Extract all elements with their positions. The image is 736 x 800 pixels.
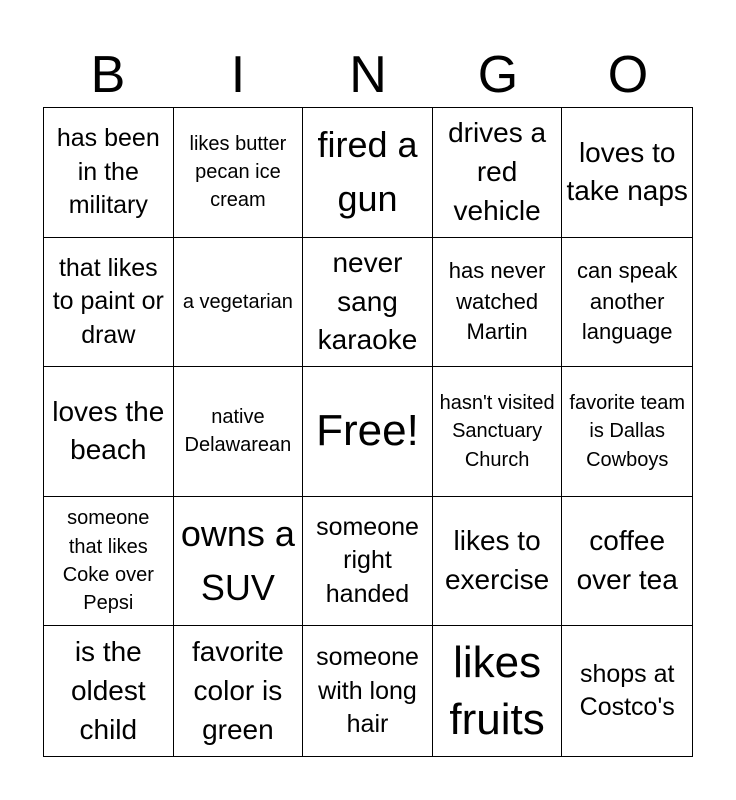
- cell-text: hasn't visited Sanctuary Church: [439, 391, 555, 471]
- cell-text: Free!: [316, 406, 419, 456]
- bingo-cell[interactable]: [562, 367, 692, 497]
- cell-text: coffee over tea: [576, 525, 678, 596]
- free-space-cell[interactable]: [303, 367, 433, 497]
- bingo-cell[interactable]: [433, 497, 563, 627]
- bingo-cell[interactable]: [44, 238, 174, 368]
- bingo-cell[interactable]: [433, 367, 563, 497]
- cell-text: loves to take naps: [566, 136, 688, 207]
- bingo-header: [43, 44, 693, 106]
- cell-text: fired a gun: [317, 124, 418, 220]
- header-letter-i: I: [230, 46, 246, 104]
- bingo-cell[interactable]: [562, 238, 692, 368]
- bingo-cell[interactable]: [562, 626, 692, 756]
- bingo-cell[interactable]: [174, 626, 304, 756]
- cell-text: that likes to paint or draw: [52, 254, 164, 349]
- bingo-cell[interactable]: [174, 238, 304, 368]
- cell-text: someone that likes Coke over Pepsi: [62, 507, 154, 615]
- bingo-cell[interactable]: [303, 626, 433, 756]
- header-letter-o: O: [607, 46, 649, 104]
- header-letter-n: N: [349, 46, 387, 104]
- cell-text: loves the beach: [52, 395, 165, 466]
- cell-text: drives a red vehicle: [448, 117, 547, 226]
- bingo-cell[interactable]: [433, 108, 563, 238]
- bingo-cell[interactable]: [44, 626, 174, 756]
- bingo-cell[interactable]: [303, 238, 433, 368]
- cell-text: is the oldest child: [70, 636, 146, 745]
- bingo-cell[interactable]: [174, 108, 304, 238]
- cell-text: someone right handed: [316, 513, 419, 608]
- bingo-board: [43, 107, 693, 757]
- header-letter-b: B: [90, 46, 126, 104]
- bingo-cell[interactable]: [303, 108, 433, 238]
- cell-text: someone with long hair: [316, 643, 419, 738]
- cell-text: can speak another language: [577, 258, 678, 345]
- cell-text: never sang karaoke: [317, 246, 418, 356]
- header-letter-g: G: [477, 46, 519, 104]
- cell-text: has never watched Martin: [448, 258, 546, 345]
- bingo-cell[interactable]: [44, 367, 174, 497]
- bingo-cell[interactable]: [44, 497, 174, 627]
- cell-text: has been in the military: [56, 124, 160, 219]
- bingo-cell[interactable]: [562, 497, 692, 627]
- cell-text: native Delawarean: [184, 406, 292, 457]
- cell-text: a vegetarian: [182, 290, 293, 313]
- bingo-cell[interactable]: [433, 238, 563, 368]
- bingo-cell[interactable]: [562, 108, 692, 238]
- cell-text: likes fruits: [449, 638, 545, 745]
- cell-text: likes to exercise: [444, 525, 550, 596]
- cell-text: shops at Costco's: [579, 659, 675, 722]
- bingo-cell[interactable]: [174, 367, 304, 497]
- cell-text: favorite color is green: [191, 636, 284, 745]
- bingo-cell[interactable]: [303, 497, 433, 627]
- cell-text: owns a SUV: [180, 513, 295, 609]
- cell-text: likes butter pecan ice cream: [189, 132, 287, 212]
- bingo-cell[interactable]: [433, 626, 563, 756]
- cell-text: favorite team is Dallas Cowboys: [569, 391, 685, 471]
- bingo-cell[interactable]: [174, 497, 304, 627]
- bingo-cell[interactable]: [44, 108, 174, 238]
